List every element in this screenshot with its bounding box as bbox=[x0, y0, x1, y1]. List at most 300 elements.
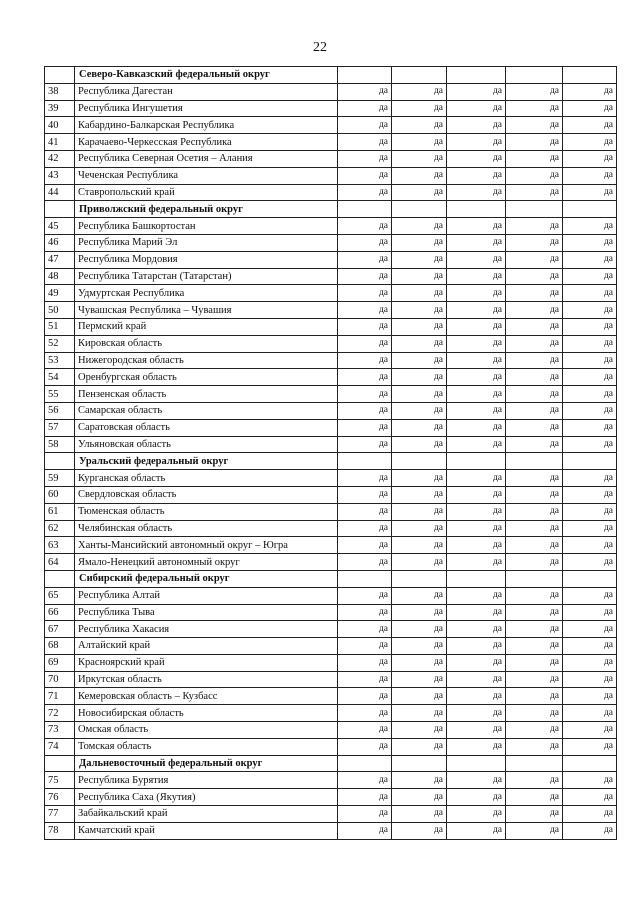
district-empty-cell bbox=[447, 755, 506, 772]
row-number: 57 bbox=[45, 419, 75, 436]
district-empty-cell bbox=[506, 453, 563, 470]
yes-value-cell: да bbox=[447, 234, 506, 251]
yes-value-cell: да bbox=[563, 822, 617, 839]
yes-value-cell: да bbox=[506, 352, 563, 369]
district-empty-cell bbox=[392, 453, 447, 470]
table-row bbox=[45, 772, 617, 789]
yes-value-cell: да bbox=[447, 318, 506, 335]
yes-value-cell: да bbox=[563, 150, 617, 167]
row-number: 51 bbox=[45, 318, 75, 335]
yes-value-cell: да bbox=[563, 654, 617, 671]
yes-value-cell: да bbox=[338, 419, 392, 436]
yes-value-cell: да bbox=[447, 806, 506, 823]
region-name: Нижегородская область bbox=[75, 352, 338, 369]
yes-value-cell: да bbox=[563, 386, 617, 403]
yes-value-cell: да bbox=[447, 587, 506, 604]
yes-value-cell: да bbox=[506, 436, 563, 453]
region-name: Кемеровская область – Кузбасс bbox=[75, 688, 338, 705]
yes-value-cell: да bbox=[338, 386, 392, 403]
yes-value-cell: да bbox=[563, 554, 617, 571]
yes-value-cell: да bbox=[447, 722, 506, 739]
yes-value-cell: да bbox=[392, 604, 447, 621]
region-name: Чувашская Республика – Чувашия bbox=[75, 302, 338, 319]
yes-value-cell: да bbox=[447, 251, 506, 268]
district-empty-cell bbox=[506, 67, 563, 84]
row-number: 77 bbox=[45, 806, 75, 823]
yes-value-cell: да bbox=[563, 335, 617, 352]
yes-value-cell: да bbox=[506, 654, 563, 671]
row-number: 43 bbox=[45, 167, 75, 184]
district-name: Приволжский федеральный округ bbox=[75, 201, 338, 218]
yes-value-cell: да bbox=[392, 251, 447, 268]
region-name: Ставропольский край bbox=[75, 184, 338, 201]
yes-value-cell: да bbox=[506, 486, 563, 503]
yes-value-cell: да bbox=[447, 520, 506, 537]
table-row bbox=[45, 654, 617, 671]
row-number: 75 bbox=[45, 772, 75, 789]
yes-value-cell: да bbox=[506, 117, 563, 134]
yes-value-cell: да bbox=[563, 251, 617, 268]
table-row bbox=[45, 117, 617, 134]
yes-value-cell: да bbox=[392, 688, 447, 705]
table-row bbox=[45, 587, 617, 604]
region-name: Республика Ингушетия bbox=[75, 100, 338, 117]
yes-value-cell: да bbox=[447, 503, 506, 520]
yes-value-cell: да bbox=[563, 587, 617, 604]
yes-value-cell: да bbox=[506, 302, 563, 319]
row-number: 76 bbox=[45, 789, 75, 806]
region-name: Республика Саха (Якутия) bbox=[75, 789, 338, 806]
yes-value-cell: да bbox=[563, 167, 617, 184]
row-number: 66 bbox=[45, 604, 75, 621]
yes-value-cell: да bbox=[392, 671, 447, 688]
yes-value-cell: да bbox=[563, 671, 617, 688]
region-name: Республика Дагестан bbox=[75, 83, 338, 100]
yes-value-cell: да bbox=[563, 134, 617, 151]
yes-value-cell: да bbox=[506, 218, 563, 235]
yes-value-cell: да bbox=[563, 436, 617, 453]
row-number: 49 bbox=[45, 285, 75, 302]
yes-value-cell: да bbox=[563, 486, 617, 503]
region-name: Карачаево-Черкесская Республика bbox=[75, 134, 338, 151]
yes-value-cell: да bbox=[392, 386, 447, 403]
regions-table bbox=[44, 66, 617, 840]
district-empty-cell bbox=[392, 67, 447, 84]
yes-value-cell: да bbox=[447, 604, 506, 621]
yes-value-cell: да bbox=[563, 352, 617, 369]
yes-value-cell: да bbox=[392, 402, 447, 419]
yes-value-cell: да bbox=[506, 268, 563, 285]
district-header-row bbox=[45, 67, 617, 84]
yes-value-cell: да bbox=[338, 150, 392, 167]
yes-value-cell: да bbox=[338, 134, 392, 151]
yes-value-cell: да bbox=[506, 822, 563, 839]
district-num-cell bbox=[45, 453, 75, 470]
yes-value-cell: да bbox=[506, 604, 563, 621]
yes-value-cell: да bbox=[447, 285, 506, 302]
yes-value-cell: да bbox=[392, 285, 447, 302]
region-name: Республика Алтай bbox=[75, 587, 338, 604]
row-number: 44 bbox=[45, 184, 75, 201]
region-name: Новосибирская область bbox=[75, 705, 338, 722]
yes-value-cell: да bbox=[338, 117, 392, 134]
district-empty-cell bbox=[392, 570, 447, 587]
region-name: Республика Марий Эл bbox=[75, 234, 338, 251]
district-empty-cell bbox=[447, 67, 506, 84]
yes-value-cell: да bbox=[392, 587, 447, 604]
yes-value-cell: да bbox=[447, 470, 506, 487]
yes-value-cell: да bbox=[338, 806, 392, 823]
yes-value-cell: да bbox=[506, 134, 563, 151]
region-name: Тюменская область bbox=[75, 503, 338, 520]
district-empty-cell bbox=[338, 201, 392, 218]
yes-value-cell: да bbox=[506, 369, 563, 386]
row-number: 67 bbox=[45, 621, 75, 638]
table-row bbox=[45, 302, 617, 319]
row-number: 42 bbox=[45, 150, 75, 167]
yes-value-cell: да bbox=[506, 285, 563, 302]
yes-value-cell: да bbox=[392, 436, 447, 453]
yes-value-cell: да bbox=[392, 470, 447, 487]
yes-value-cell: да bbox=[506, 806, 563, 823]
yes-value-cell: да bbox=[338, 402, 392, 419]
yes-value-cell: да bbox=[392, 705, 447, 722]
row-number: 50 bbox=[45, 302, 75, 319]
yes-value-cell: да bbox=[563, 318, 617, 335]
region-name: Забайкальский край bbox=[75, 806, 338, 823]
yes-value-cell: да bbox=[338, 268, 392, 285]
region-name: Республика Мордовия bbox=[75, 251, 338, 268]
yes-value-cell: да bbox=[338, 587, 392, 604]
region-name: Республика Тыва bbox=[75, 604, 338, 621]
yes-value-cell: да bbox=[506, 83, 563, 100]
table-row bbox=[45, 318, 617, 335]
row-number: 65 bbox=[45, 587, 75, 604]
row-number: 47 bbox=[45, 251, 75, 268]
table-row bbox=[45, 251, 617, 268]
yes-value-cell: да bbox=[392, 83, 447, 100]
table-row bbox=[45, 671, 617, 688]
region-name: Иркутская область bbox=[75, 671, 338, 688]
yes-value-cell: да bbox=[338, 537, 392, 554]
row-number: 60 bbox=[45, 486, 75, 503]
table-row bbox=[45, 722, 617, 739]
district-empty-cell bbox=[506, 570, 563, 587]
yes-value-cell: да bbox=[447, 537, 506, 554]
district-name: Сибирский федеральный округ bbox=[75, 570, 338, 587]
district-num-cell bbox=[45, 755, 75, 772]
table-row bbox=[45, 806, 617, 823]
region-name: Республика Бурятия bbox=[75, 772, 338, 789]
region-name: Ямало-Ненецкий автономный округ bbox=[75, 554, 338, 571]
yes-value-cell: да bbox=[392, 234, 447, 251]
yes-value-cell: да bbox=[447, 302, 506, 319]
region-name: Самарская область bbox=[75, 402, 338, 419]
yes-value-cell: да bbox=[506, 402, 563, 419]
yes-value-cell: да bbox=[563, 234, 617, 251]
yes-value-cell: да bbox=[447, 621, 506, 638]
region-name: Пензенская область bbox=[75, 386, 338, 403]
district-num-cell bbox=[45, 201, 75, 218]
table-row bbox=[45, 369, 617, 386]
yes-value-cell: да bbox=[563, 268, 617, 285]
yes-value-cell: да bbox=[563, 772, 617, 789]
table-row bbox=[45, 184, 617, 201]
yes-value-cell: да bbox=[392, 100, 447, 117]
yes-value-cell: да bbox=[506, 251, 563, 268]
row-number: 69 bbox=[45, 654, 75, 671]
yes-value-cell: да bbox=[338, 234, 392, 251]
table-body bbox=[45, 67, 617, 840]
yes-value-cell: да bbox=[563, 218, 617, 235]
yes-value-cell: да bbox=[563, 117, 617, 134]
yes-value-cell: да bbox=[506, 537, 563, 554]
district-empty-cell bbox=[338, 570, 392, 587]
yes-value-cell: да bbox=[563, 83, 617, 100]
yes-value-cell: да bbox=[392, 537, 447, 554]
yes-value-cell: да bbox=[506, 167, 563, 184]
table-row bbox=[45, 470, 617, 487]
yes-value-cell: да bbox=[563, 302, 617, 319]
yes-value-cell: да bbox=[447, 184, 506, 201]
yes-value-cell: да bbox=[338, 688, 392, 705]
yes-value-cell: да bbox=[392, 167, 447, 184]
region-name: Томская область bbox=[75, 738, 338, 755]
yes-value-cell: да bbox=[506, 150, 563, 167]
row-number: 73 bbox=[45, 722, 75, 739]
table-row bbox=[45, 688, 617, 705]
yes-value-cell: да bbox=[506, 789, 563, 806]
yes-value-cell: да bbox=[563, 537, 617, 554]
yes-value-cell: да bbox=[563, 100, 617, 117]
yes-value-cell: да bbox=[447, 218, 506, 235]
yes-value-cell: да bbox=[338, 520, 392, 537]
yes-value-cell: да bbox=[338, 167, 392, 184]
yes-value-cell: да bbox=[392, 268, 447, 285]
row-number: 71 bbox=[45, 688, 75, 705]
yes-value-cell: да bbox=[392, 654, 447, 671]
yes-value-cell: да bbox=[338, 285, 392, 302]
yes-value-cell: да bbox=[506, 738, 563, 755]
yes-value-cell: да bbox=[506, 722, 563, 739]
district-empty-cell bbox=[447, 570, 506, 587]
yes-value-cell: да bbox=[563, 789, 617, 806]
table-row bbox=[45, 352, 617, 369]
yes-value-cell: да bbox=[447, 486, 506, 503]
table-row bbox=[45, 335, 617, 352]
region-name: Омская область bbox=[75, 722, 338, 739]
yes-value-cell: да bbox=[392, 335, 447, 352]
region-name: Ханты-Мансийский автономный округ – Югра bbox=[75, 537, 338, 554]
yes-value-cell: да bbox=[447, 83, 506, 100]
yes-value-cell: да bbox=[506, 100, 563, 117]
table-row bbox=[45, 503, 617, 520]
yes-value-cell: да bbox=[447, 402, 506, 419]
row-number: 59 bbox=[45, 470, 75, 487]
yes-value-cell: да bbox=[392, 218, 447, 235]
yes-value-cell: да bbox=[506, 234, 563, 251]
yes-value-cell: да bbox=[392, 184, 447, 201]
yes-value-cell: да bbox=[447, 268, 506, 285]
table-row bbox=[45, 789, 617, 806]
district-num-cell bbox=[45, 67, 75, 84]
row-number: 68 bbox=[45, 638, 75, 655]
yes-value-cell: да bbox=[506, 688, 563, 705]
table-row bbox=[45, 738, 617, 755]
table-row bbox=[45, 285, 617, 302]
region-name: Камчатский край bbox=[75, 822, 338, 839]
yes-value-cell: да bbox=[338, 436, 392, 453]
table-row bbox=[45, 520, 617, 537]
yes-value-cell: да bbox=[392, 318, 447, 335]
row-number: 52 bbox=[45, 335, 75, 352]
yes-value-cell: да bbox=[506, 671, 563, 688]
district-empty-cell bbox=[563, 201, 617, 218]
yes-value-cell: да bbox=[447, 688, 506, 705]
row-number: 63 bbox=[45, 537, 75, 554]
row-number: 56 bbox=[45, 402, 75, 419]
district-empty-cell bbox=[338, 67, 392, 84]
yes-value-cell: да bbox=[392, 806, 447, 823]
yes-value-cell: да bbox=[447, 772, 506, 789]
yes-value-cell: да bbox=[506, 335, 563, 352]
table-row bbox=[45, 537, 617, 554]
district-empty-cell bbox=[563, 67, 617, 84]
yes-value-cell: да bbox=[338, 369, 392, 386]
yes-value-cell: да bbox=[338, 738, 392, 755]
yes-value-cell: да bbox=[338, 789, 392, 806]
yes-value-cell: да bbox=[563, 369, 617, 386]
region-name: Республика Хакасия bbox=[75, 621, 338, 638]
row-number: 74 bbox=[45, 738, 75, 755]
table-row bbox=[45, 621, 617, 638]
region-name: Курганская область bbox=[75, 470, 338, 487]
yes-value-cell: да bbox=[563, 722, 617, 739]
yes-value-cell: да bbox=[447, 369, 506, 386]
yes-value-cell: да bbox=[338, 772, 392, 789]
table-row bbox=[45, 638, 617, 655]
table-row bbox=[45, 134, 617, 151]
region-name: Челябинская область bbox=[75, 520, 338, 537]
yes-value-cell: да bbox=[563, 604, 617, 621]
district-header-row bbox=[45, 570, 617, 587]
region-name: Оренбургская область bbox=[75, 369, 338, 386]
yes-value-cell: да bbox=[506, 772, 563, 789]
table-row bbox=[45, 705, 617, 722]
region-name: Ульяновская область bbox=[75, 436, 338, 453]
yes-value-cell: да bbox=[506, 318, 563, 335]
yes-value-cell: да bbox=[392, 772, 447, 789]
table-row bbox=[45, 83, 617, 100]
table-row bbox=[45, 234, 617, 251]
district-empty-cell bbox=[392, 755, 447, 772]
yes-value-cell: да bbox=[563, 184, 617, 201]
region-name: Свердловская область bbox=[75, 486, 338, 503]
yes-value-cell: да bbox=[392, 554, 447, 571]
yes-value-cell: да bbox=[563, 705, 617, 722]
region-name: Кабардино-Балкарская Республика bbox=[75, 117, 338, 134]
yes-value-cell: да bbox=[392, 738, 447, 755]
table-row bbox=[45, 268, 617, 285]
table-row bbox=[45, 436, 617, 453]
district-empty-cell bbox=[338, 755, 392, 772]
yes-value-cell: да bbox=[506, 419, 563, 436]
yes-value-cell: да bbox=[338, 184, 392, 201]
yes-value-cell: да bbox=[506, 520, 563, 537]
yes-value-cell: да bbox=[447, 654, 506, 671]
yes-value-cell: да bbox=[506, 470, 563, 487]
yes-value-cell: да bbox=[338, 352, 392, 369]
region-name: Кировская область bbox=[75, 335, 338, 352]
row-number: 39 bbox=[45, 100, 75, 117]
district-name: Дальневосточный федеральный округ bbox=[75, 755, 338, 772]
yes-value-cell: да bbox=[338, 486, 392, 503]
yes-value-cell: да bbox=[563, 470, 617, 487]
row-number: 78 bbox=[45, 822, 75, 839]
district-empty-cell bbox=[392, 201, 447, 218]
yes-value-cell: да bbox=[392, 302, 447, 319]
yes-value-cell: да bbox=[447, 386, 506, 403]
yes-value-cell: да bbox=[392, 352, 447, 369]
row-number: 61 bbox=[45, 503, 75, 520]
yes-value-cell: да bbox=[338, 251, 392, 268]
yes-value-cell: да bbox=[392, 369, 447, 386]
yes-value-cell: да bbox=[506, 503, 563, 520]
district-empty-cell bbox=[447, 201, 506, 218]
row-number: 38 bbox=[45, 83, 75, 100]
table-row bbox=[45, 822, 617, 839]
district-name: Уральский федеральный округ bbox=[75, 453, 338, 470]
yes-value-cell: да bbox=[338, 335, 392, 352]
yes-value-cell: да bbox=[392, 789, 447, 806]
yes-value-cell: да bbox=[392, 419, 447, 436]
yes-value-cell: да bbox=[338, 83, 392, 100]
yes-value-cell: да bbox=[563, 806, 617, 823]
row-number: 46 bbox=[45, 234, 75, 251]
yes-value-cell: да bbox=[338, 621, 392, 638]
yes-value-cell: да bbox=[506, 554, 563, 571]
yes-value-cell: да bbox=[392, 117, 447, 134]
region-name: Пермский край bbox=[75, 318, 338, 335]
district-empty-cell bbox=[563, 755, 617, 772]
row-number: 64 bbox=[45, 554, 75, 571]
yes-value-cell: да bbox=[506, 184, 563, 201]
yes-value-cell: да bbox=[506, 705, 563, 722]
yes-value-cell: да bbox=[447, 335, 506, 352]
yes-value-cell: да bbox=[563, 638, 617, 655]
yes-value-cell: да bbox=[338, 503, 392, 520]
yes-value-cell: да bbox=[447, 167, 506, 184]
yes-value-cell: да bbox=[447, 789, 506, 806]
table-row bbox=[45, 419, 617, 436]
yes-value-cell: да bbox=[392, 134, 447, 151]
row-number: 53 bbox=[45, 352, 75, 369]
yes-value-cell: да bbox=[563, 688, 617, 705]
yes-value-cell: да bbox=[338, 654, 392, 671]
yes-value-cell: да bbox=[563, 419, 617, 436]
region-name: Республика Северная Осетия – Алания bbox=[75, 150, 338, 167]
table-row bbox=[45, 486, 617, 503]
yes-value-cell: да bbox=[338, 318, 392, 335]
district-num-cell bbox=[45, 570, 75, 587]
yes-value-cell: да bbox=[392, 621, 447, 638]
yes-value-cell: да bbox=[338, 722, 392, 739]
row-number: 45 bbox=[45, 218, 75, 235]
district-header-row bbox=[45, 453, 617, 470]
row-number: 58 bbox=[45, 436, 75, 453]
row-number: 55 bbox=[45, 386, 75, 403]
region-name: Республика Башкортостан bbox=[75, 218, 338, 235]
